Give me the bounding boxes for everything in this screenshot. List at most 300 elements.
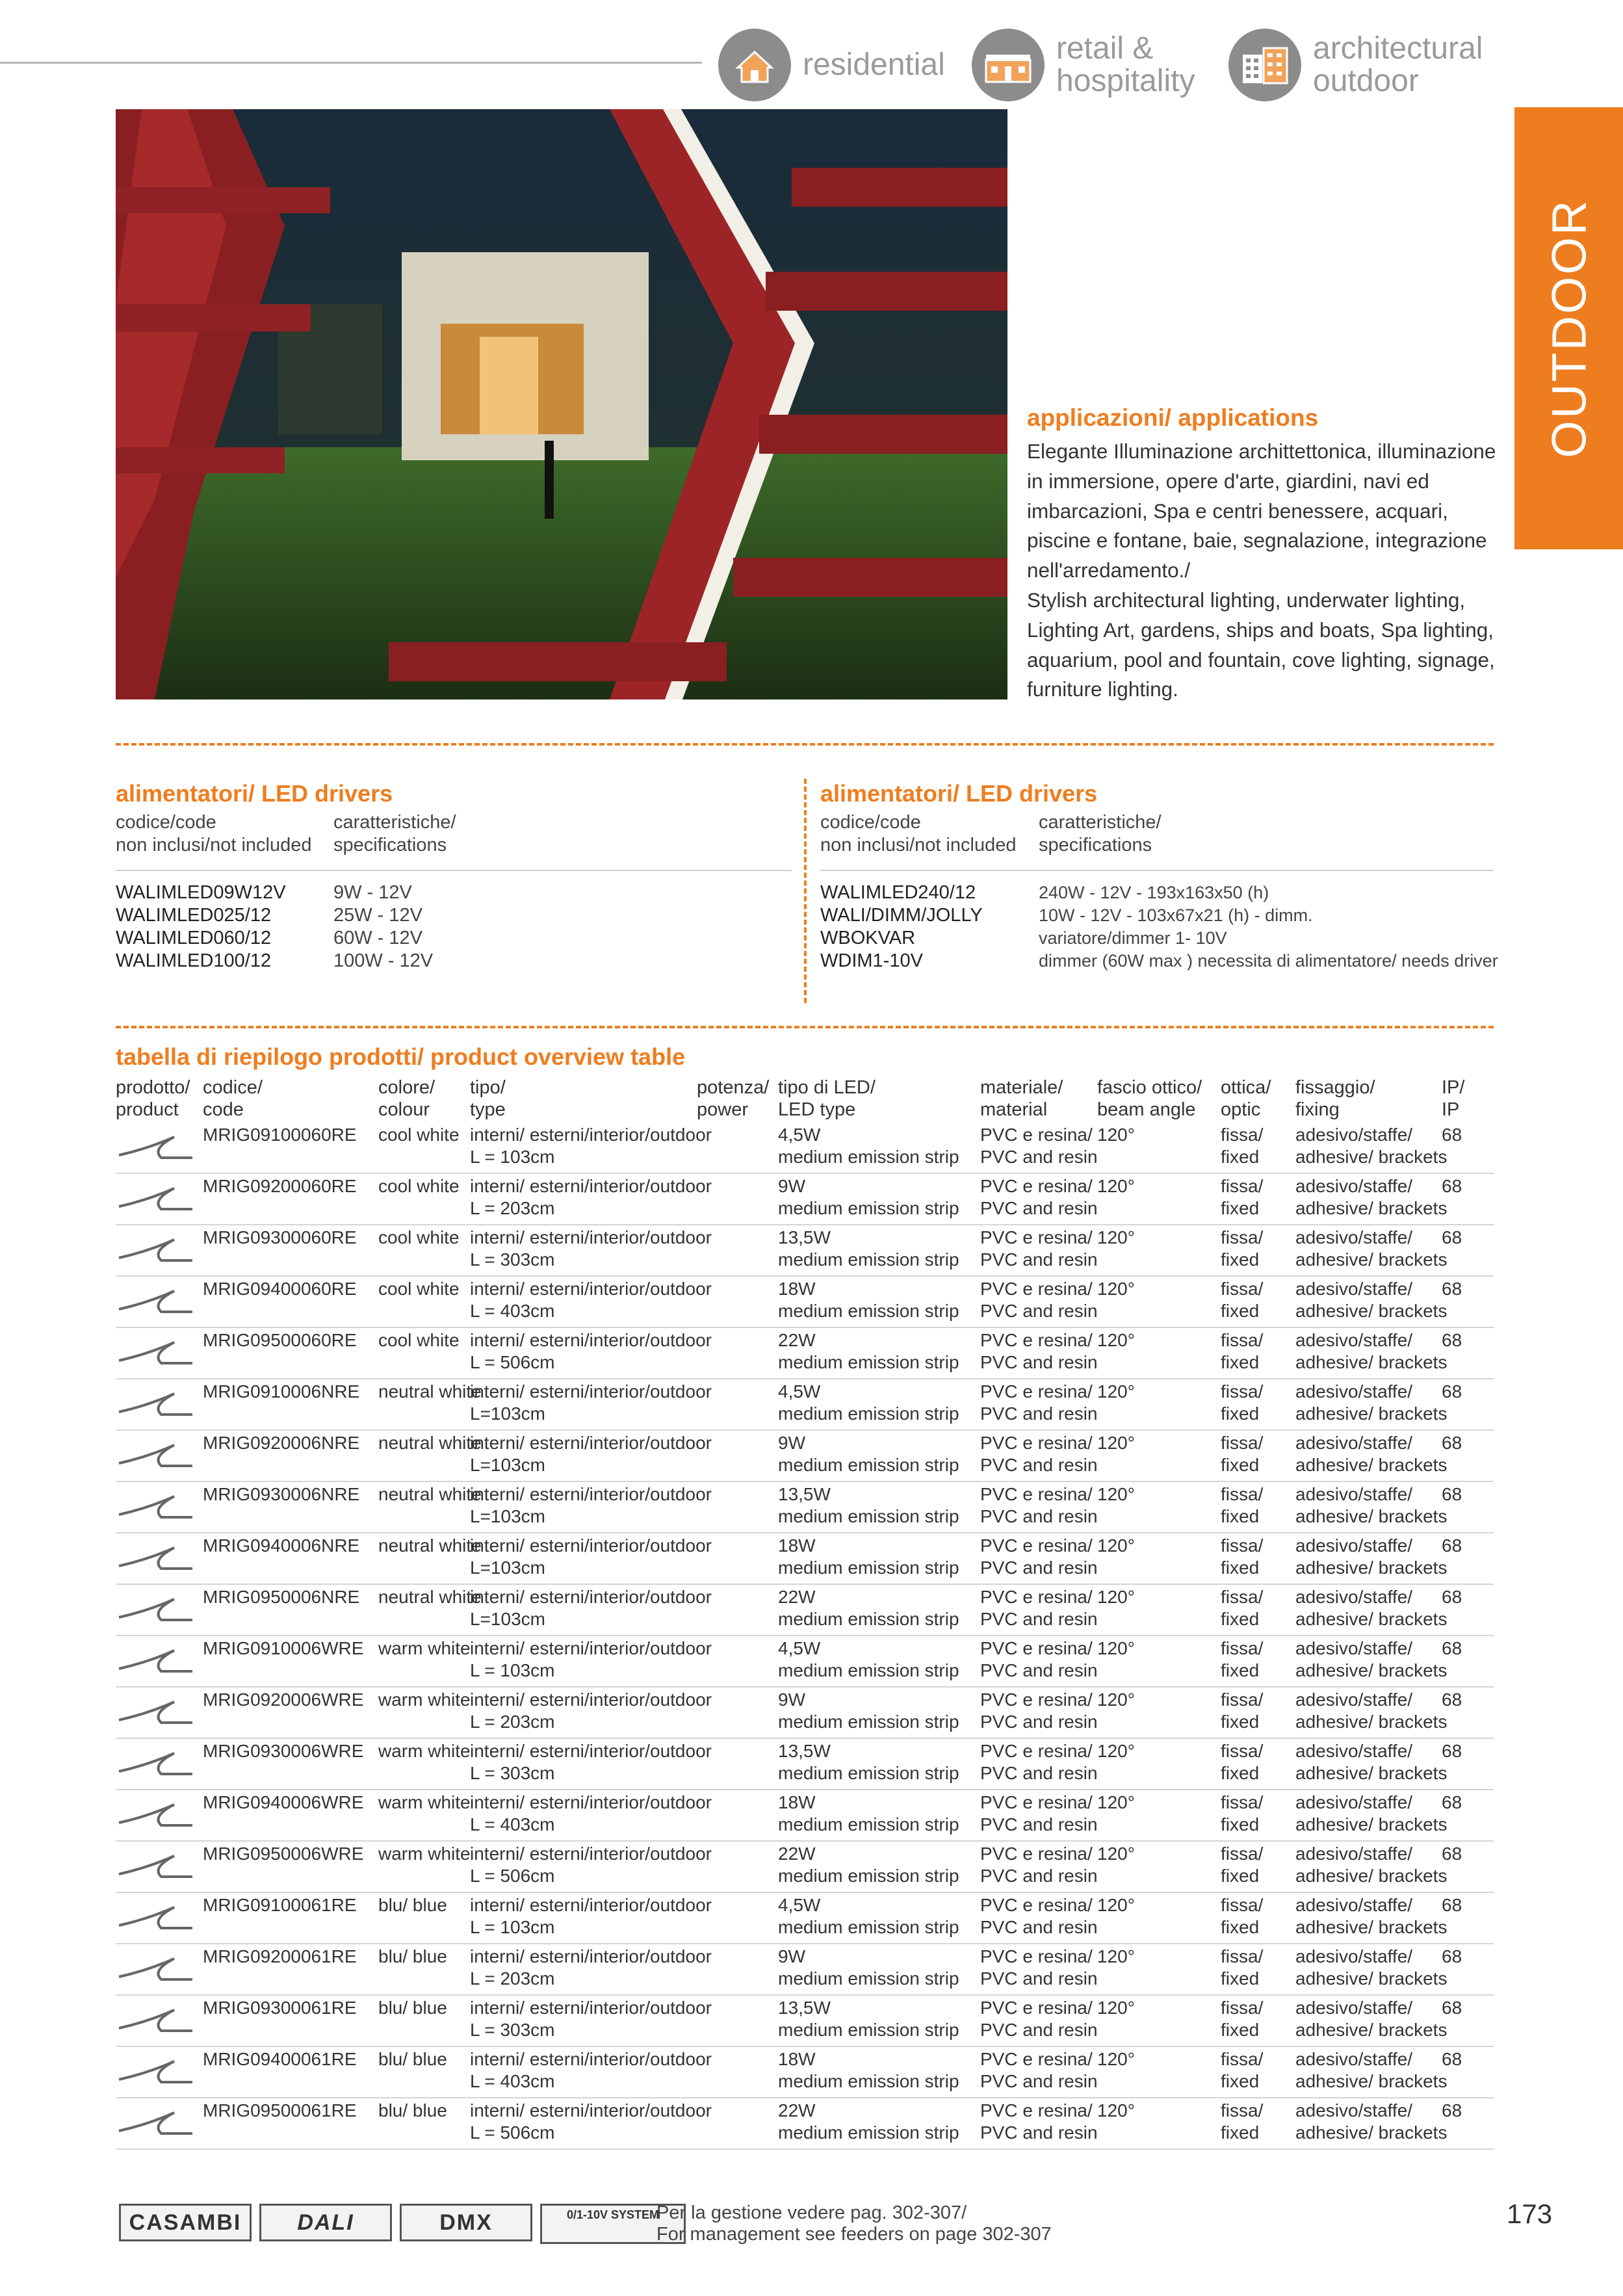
cell-colour: blu/ blue: [378, 1998, 447, 2018]
applications-title: applicazioni/ applications: [1027, 404, 1319, 431]
cell-type: interni/ esterni/interior/outdoor: [470, 1484, 712, 1504]
cell-ip: 68: [1442, 1227, 1462, 1247]
cell-length: L = 403cm: [470, 1301, 555, 1321]
cell-material: PVC e resina/: [980, 1535, 1093, 1556]
col-header-line: non inclusi/not included: [116, 835, 312, 855]
cell-colour: neutral white: [378, 1484, 482, 1504]
drivers-right-col-spec: [1039, 811, 1162, 857]
cell-beam: 120°: [1097, 1330, 1135, 1350]
cell-material: PVC e resina/: [980, 1227, 1093, 1247]
drivers-left-title: alimentatori/ LED drivers: [116, 780, 393, 807]
cell-code: MRIG09300060RE: [203, 1227, 357, 1247]
cell-material-2: PVC and resin: [980, 1147, 1098, 1167]
cell-optic-2: fixed: [1221, 1712, 1260, 1732]
cell-length: L=103cm: [470, 1403, 545, 1424]
cell-fixing: adesivo/staffe/: [1295, 1946, 1413, 1966]
cell-optic-2: fixed: [1221, 2071, 1260, 2091]
cell-fixing: adesivo/staffe/: [1295, 1227, 1413, 1247]
cell-ip: 68: [1442, 1844, 1462, 1864]
cell-code: MRIG09100061RE: [203, 1895, 357, 1915]
dashed-divider: [116, 1026, 1494, 1028]
driver-code: WALIMLED100/12: [116, 950, 272, 971]
cell-type: interni/ esterni/interior/outdoor: [470, 1638, 712, 1658]
cell-type: interni/ esterni/interior/outdoor: [470, 2100, 712, 2120]
cell-material-2: PVC and resin: [980, 1506, 1098, 1526]
th-code: codice/ code: [203, 1077, 263, 1120]
table-row: [116, 1842, 1494, 1893]
cell-power: 9W: [778, 1689, 805, 1710]
cell-length: L = 506cm: [470, 1352, 555, 1372]
cell-material: PVC e resina/: [980, 1381, 1093, 1402]
col-header-line: specifications: [1039, 835, 1152, 855]
cell-type: interni/ esterni/interior/outdoor: [470, 1792, 712, 1812]
led-strip-icon: [116, 1129, 194, 1165]
cell-material-2: PVC and resin: [980, 2122, 1098, 2143]
cell-beam: 120°: [1097, 1844, 1135, 1864]
cell-power: 13,5W: [778, 1484, 831, 1504]
cell-ip: 68: [1442, 1895, 1462, 1915]
cell-optic-2: fixed: [1221, 1403, 1260, 1424]
cell-beam: 120°: [1097, 1946, 1135, 1966]
cell-length: L = 303cm: [470, 1249, 555, 1270]
cell-colour: cool white: [378, 1227, 460, 1247]
cell-length: L=103cm: [470, 1609, 545, 1629]
col-header-line: non inclusi/not included: [820, 835, 1017, 855]
led-strip-icon: [116, 1591, 194, 1627]
table-row: [116, 1739, 1494, 1790]
cell-optic: fissa/: [1221, 2100, 1264, 2120]
cell-fixing-2: adhesive/ brackets: [1295, 1198, 1448, 1218]
cell-optic: fissa/: [1221, 1125, 1264, 1145]
house-icon: [718, 29, 791, 101]
th-beam: fascio ottico/ beam angle: [1097, 1077, 1202, 1120]
cell-length: L=103cm: [470, 1455, 545, 1475]
cell-fixing: adesivo/staffe/: [1295, 1741, 1413, 1761]
cell-length: L = 303cm: [470, 2020, 555, 2040]
cell-optic-2: fixed: [1221, 1506, 1260, 1526]
led-strip-icon: [116, 1489, 194, 1524]
cell-led-type: medium emission strip: [778, 1558, 959, 1578]
cell-type: interni/ esterni/interior/outdoor: [470, 1844, 712, 1864]
cell-optic: fissa/: [1221, 1279, 1264, 1299]
cell-optic-2: fixed: [1221, 1558, 1260, 1578]
cell-material-2: PVC and resin: [980, 1352, 1098, 1372]
cell-length: L = 203cm: [470, 1198, 555, 1218]
table-row: [116, 1379, 1494, 1431]
cell-length: L = 103cm: [470, 1147, 555, 1167]
th-material: materiale/ material: [980, 1077, 1063, 1120]
cell-material-2: PVC and resin: [980, 2020, 1098, 2040]
cell-power: 18W: [778, 1279, 816, 1299]
cell-code: MRIG0950006WRE: [203, 1844, 364, 1864]
led-strip-icon: [116, 1437, 194, 1473]
cell-fixing: adesivo/staffe/: [1295, 1587, 1413, 1607]
building-icon: [1228, 29, 1301, 101]
cell-ip: 68: [1442, 1176, 1462, 1196]
dali-logo: DALI: [259, 2204, 392, 2241]
cell-power: 4,5W: [778, 1638, 821, 1658]
cell-length: L = 506cm: [470, 2122, 555, 2143]
cell-material-2: PVC and resin: [980, 1968, 1098, 1989]
cell-fixing: adesivo/staffe/: [1295, 1381, 1413, 1402]
cell-ip: 68: [1442, 1587, 1462, 1607]
led-strip-icon: [116, 1951, 194, 1987]
cell-beam: 120°: [1097, 1279, 1135, 1299]
cell-type: interni/ esterni/interior/outdoor: [470, 1176, 712, 1196]
led-strip-icon: [116, 1181, 194, 1216]
driver-spec: 25W - 12V: [333, 905, 422, 926]
cell-material-2: PVC and resin: [980, 1814, 1098, 1834]
cell-fixing-2: adhesive/ brackets: [1295, 1403, 1448, 1424]
cell-type: interni/ esterni/interior/outdoor: [470, 1381, 712, 1402]
table-row: [116, 1225, 1494, 1277]
cell-optic: fissa/: [1221, 1535, 1264, 1556]
driver-code: WBOKVAR: [820, 928, 916, 948]
led-strip-icon: [116, 2002, 194, 2038]
cell-material: PVC e resina/: [980, 1946, 1093, 1966]
cell-code: MRIG0950006NRE: [203, 1587, 360, 1607]
cell-led-type: medium emission strip: [778, 1403, 959, 1424]
cell-fixing: adesivo/staffe/: [1295, 1484, 1413, 1504]
led-strip-icon: [116, 1335, 194, 1370]
cell-code: MRIG09400061RE: [203, 2049, 357, 2069]
cell-fixing: adesivo/staffe/: [1295, 1689, 1413, 1710]
cell-colour: warm white: [378, 1741, 471, 1761]
table-row: [116, 1996, 1494, 2047]
th-ip: IP/ IP: [1442, 1077, 1465, 1120]
col-header-line: specifications: [333, 835, 447, 855]
driver-code: WALIMLED025/12: [116, 905, 272, 926]
cell-material-2: PVC and resin: [980, 1866, 1098, 1886]
cell-beam: 120°: [1097, 1741, 1135, 1761]
cell-length: L = 403cm: [470, 2071, 555, 2091]
cell-beam: 120°: [1097, 1689, 1135, 1710]
dmx-logo: DMX: [400, 2204, 532, 2241]
table-row: [116, 1431, 1494, 1482]
cell-optic: fissa/: [1221, 1895, 1264, 1915]
cell-fixing-2: adhesive/ brackets: [1295, 1660, 1448, 1680]
protocol-logos: [119, 2204, 686, 2240]
driver-code: WALI/DIMM/JOLLY: [820, 905, 983, 926]
cell-material-2: PVC and resin: [980, 1712, 1098, 1732]
cell-code: MRIG0940006NRE: [203, 1535, 360, 1556]
driver-code: WALIMLED060/12: [116, 928, 272, 948]
th-power: potenza/ power: [697, 1077, 770, 1120]
led-strip-icon: [116, 1232, 194, 1268]
cell-ip: 68: [1442, 1433, 1462, 1453]
cell-fixing-2: adhesive/ brackets: [1295, 1763, 1448, 1783]
col-header-line: codice/code: [116, 812, 216, 833]
cell-length: L = 203cm: [470, 1968, 555, 1989]
cell-optic-2: fixed: [1221, 1763, 1260, 1783]
driver-code: WALIMLED240/12: [820, 882, 976, 903]
cell-fixing: adesivo/staffe/: [1295, 1844, 1413, 1864]
management-note: Per la gestione vedere pag. 302-307/ For management see feeders on page 302-307: [656, 2202, 1052, 2245]
cell-optic-2: fixed: [1221, 1917, 1260, 1937]
cell-length: L = 303cm: [470, 1763, 555, 1783]
cell-material-2: PVC and resin: [980, 1558, 1098, 1578]
table-row: [116, 1636, 1494, 1688]
cell-fixing-2: adhesive/ brackets: [1295, 1506, 1448, 1526]
cell-colour: neutral white: [378, 1535, 482, 1556]
cell-optic: fissa/: [1221, 1227, 1264, 1247]
cell-optic: fissa/: [1221, 1638, 1264, 1658]
cell-optic-2: fixed: [1221, 1198, 1260, 1218]
cell-led-type: medium emission strip: [778, 1147, 959, 1167]
led-strip-icon: [116, 1386, 194, 1422]
cell-material: PVC e resina/: [980, 2049, 1093, 2069]
cell-fixing-2: adhesive/ brackets: [1295, 1814, 1448, 1834]
cell-ip: 68: [1442, 1741, 1462, 1761]
cell-type: interni/ esterni/interior/outdoor: [470, 1330, 712, 1350]
product-photo: [116, 109, 1007, 699]
drivers-right-title: alimentatori/ LED drivers: [820, 780, 1098, 807]
cell-optic: fissa/: [1221, 1330, 1264, 1350]
segment-retail[interactable]: [972, 20, 1195, 111]
cell-optic: fissa/: [1221, 1741, 1264, 1761]
drivers-right-specs: [1039, 881, 1498, 972]
segment-residential[interactable]: [718, 20, 945, 111]
cell-led-type: medium emission strip: [778, 1814, 959, 1834]
cell-material: PVC e resina/: [980, 1484, 1093, 1504]
cell-material-2: PVC and resin: [980, 1198, 1098, 1218]
cell-material: PVC e resina/: [980, 1125, 1093, 1145]
th-fixing: fissaggio/ fixing: [1295, 1077, 1375, 1120]
cell-fixing-2: adhesive/ brackets: [1295, 1301, 1448, 1321]
cell-material: PVC e resina/: [980, 1433, 1093, 1453]
cell-optic: fissa/: [1221, 1998, 1264, 2018]
cell-optic: fissa/: [1221, 1844, 1264, 1864]
cell-type: interni/ esterni/interior/outdoor: [470, 1535, 712, 1556]
cell-material-2: PVC and resin: [980, 1660, 1098, 1680]
cell-optic-2: fixed: [1221, 1660, 1260, 1680]
cell-beam: 120°: [1097, 1792, 1135, 1812]
led-strip-icon: [116, 1540, 194, 1576]
cell-length: L = 506cm: [470, 1866, 555, 1886]
drivers-left-codes: [116, 881, 286, 972]
cell-fixing: adesivo/staffe/: [1295, 1998, 1413, 2018]
cell-beam: 120°: [1097, 1895, 1135, 1915]
driver-spec: variatore/dimmer 1- 10V: [1039, 928, 1227, 948]
cell-colour: blu/ blue: [378, 1946, 447, 1966]
header-rule: [0, 62, 702, 64]
cell-colour: cool white: [378, 1176, 460, 1196]
cell-code: MRIG09500061RE: [203, 2100, 357, 2120]
cell-length: L = 103cm: [470, 1917, 555, 1937]
driver-spec: 9W - 12V: [333, 882, 412, 903]
page-number: 173: [1507, 2198, 1553, 2229]
cell-code: MRIG0930006WRE: [203, 1741, 364, 1761]
table-row: [116, 1688, 1494, 1739]
cell-material-2: PVC and resin: [980, 1249, 1098, 1270]
cell-ip: 68: [1442, 1279, 1462, 1299]
cell-ip: 68: [1442, 1792, 1462, 1812]
driver-code: WDIM1-10V: [820, 950, 923, 971]
cell-power: 9W: [778, 1433, 805, 1453]
led-strip-icon: [116, 1797, 194, 1833]
cell-fixing: adesivo/staffe/: [1295, 2049, 1413, 2069]
cell-material: PVC e resina/: [980, 1689, 1093, 1710]
dashed-divider: [116, 743, 1494, 746]
cell-optic: fissa/: [1221, 1689, 1264, 1710]
cell-beam: 120°: [1097, 1998, 1135, 2018]
drivers-right-codes: [820, 881, 983, 972]
col-header-line: caratteristiche/: [1039, 812, 1162, 833]
segment-label: architectural outdoor: [1313, 31, 1483, 98]
cell-code: MRIG0930006NRE: [203, 1484, 360, 1504]
table-row: [116, 1944, 1494, 1996]
cell-ip: 68: [1442, 1535, 1462, 1556]
cell-led-type: medium emission strip: [778, 2020, 959, 2040]
cell-material: PVC e resina/: [980, 1998, 1093, 2018]
cell-ip: 68: [1442, 1484, 1462, 1504]
drivers-right-col-code: [820, 811, 1016, 857]
table-row: [116, 1123, 1494, 1174]
cell-fixing-2: adhesive/ brackets: [1295, 1712, 1448, 1732]
cell-optic-2: fixed: [1221, 1814, 1260, 1834]
segment-architectural[interactable]: [1228, 20, 1483, 111]
cell-material: PVC e resina/: [980, 1279, 1093, 1299]
cell-fixing-2: adhesive/ brackets: [1295, 1147, 1448, 1167]
cell-code: MRIG09200061RE: [203, 1946, 357, 1966]
table-row: [116, 2098, 1494, 2150]
table-row: [116, 1533, 1494, 1585]
cell-ip: 68: [1442, 1638, 1462, 1658]
drivers-left-col-spec: [333, 811, 456, 857]
cell-led-type: medium emission strip: [778, 1249, 959, 1270]
th-product: prodotto/ product: [116, 1077, 190, 1120]
cell-beam: 120°: [1097, 1433, 1135, 1453]
cell-type: interni/ esterni/interior/outdoor: [470, 1587, 712, 1607]
table-row: [116, 2047, 1494, 2098]
cell-material: PVC e resina/: [980, 1330, 1093, 1350]
cell-fixing: adesivo/staffe/: [1295, 1792, 1413, 1812]
led-strip-icon: [116, 1745, 194, 1781]
cell-optic-2: fixed: [1221, 1352, 1260, 1372]
cell-ip: 68: [1442, 1125, 1462, 1145]
cell-fixing: adesivo/staffe/: [1295, 1433, 1413, 1453]
cell-optic-2: fixed: [1221, 1455, 1260, 1475]
cell-material: PVC e resina/: [980, 1792, 1093, 1812]
cell-beam: 120°: [1097, 1176, 1135, 1196]
cell-beam: 120°: [1097, 1381, 1135, 1402]
led-strip-icon: [116, 2105, 194, 2141]
table-row: [116, 1482, 1494, 1533]
table-row: [116, 1174, 1494, 1225]
cell-fixing-2: adhesive/ brackets: [1295, 1917, 1448, 1937]
table-row: [116, 1893, 1494, 1944]
led-strip-icon: [116, 1643, 194, 1678]
cell-length: L = 403cm: [470, 1814, 555, 1834]
cell-power: 9W: [778, 1176, 805, 1196]
th-colour: colore/ colour: [378, 1077, 435, 1120]
cell-beam: 120°: [1097, 1587, 1135, 1607]
cell-fixing: adesivo/staffe/: [1295, 1176, 1413, 1196]
cell-fixing-2: adhesive/ brackets: [1295, 1609, 1448, 1629]
cell-type: interni/ esterni/interior/outdoor: [470, 1227, 712, 1247]
cell-beam: 120°: [1097, 1638, 1135, 1658]
cell-power: 18W: [778, 1792, 816, 1812]
cell-optic: fissa/: [1221, 1381, 1264, 1402]
led-strip-icon: [116, 1694, 194, 1730]
cell-fixing: adesivo/staffe/: [1295, 1330, 1413, 1350]
cell-length: L = 203cm: [470, 1712, 555, 1732]
cell-fixing: adesivo/staffe/: [1295, 1638, 1413, 1658]
driver-spec: 60W - 12V: [333, 928, 422, 948]
led-strip-icon: [116, 1899, 194, 1935]
cell-beam: 120°: [1097, 2100, 1135, 2120]
cell-code: MRIG0920006WRE: [203, 1689, 364, 1710]
driver-spec: 240W - 12V - 193x163x50 (h): [1039, 883, 1269, 902]
th-optic: ottica/ optic: [1221, 1077, 1271, 1120]
cell-fixing-2: adhesive/ brackets: [1295, 1968, 1448, 1989]
cell-colour: cool white: [378, 1125, 460, 1145]
cell-optic-2: fixed: [1221, 1609, 1260, 1629]
cell-colour: blu/ blue: [378, 2100, 447, 2120]
col-header-line: caratteristiche/: [333, 812, 456, 833]
cell-optic: fissa/: [1221, 1946, 1264, 1966]
cell-type: interni/ esterni/interior/outdoor: [470, 1689, 712, 1710]
cell-led-type: medium emission strip: [778, 1301, 959, 1321]
cell-ip: 68: [1442, 1381, 1462, 1402]
overview-title: tabella di riepilogo prodotti/ product overview table: [116, 1043, 686, 1070]
cell-colour: neutral white: [378, 1433, 482, 1453]
cell-ip: 68: [1442, 2100, 1462, 2120]
cell-ip: 68: [1442, 1998, 1462, 2018]
cell-material-2: PVC and resin: [980, 2071, 1098, 2091]
cell-led-type: medium emission strip: [778, 1866, 959, 1886]
cell-power: 18W: [778, 2049, 816, 2069]
cell-fixing-2: adhesive/ brackets: [1295, 1352, 1448, 1372]
led-strip-icon: [116, 1283, 194, 1319]
cell-code: MRIG09100060RE: [203, 1125, 357, 1145]
rule: [116, 870, 792, 871]
rule: [820, 870, 1494, 871]
cell-led-type: medium emission strip: [778, 1660, 959, 1680]
casambi-logo: CASAMBI: [119, 2204, 252, 2241]
cell-led-type: medium emission strip: [778, 1968, 959, 1989]
cell-power: 9W: [778, 1946, 805, 1966]
cell-optic-2: fixed: [1221, 1147, 1260, 1167]
cell-code: MRIG09200060RE: [203, 1176, 357, 1196]
vertical-dashed-divider: [804, 779, 807, 1003]
cell-led-type: medium emission strip: [778, 1917, 959, 1937]
cell-led-type: medium emission strip: [778, 1506, 959, 1526]
cell-code: MRIG0920006NRE: [203, 1433, 360, 1453]
cell-code: MRIG0910006NRE: [203, 1381, 360, 1402]
cell-optic: fissa/: [1221, 1587, 1264, 1607]
table-row: [116, 1277, 1494, 1328]
cell-colour: neutral white: [378, 1587, 482, 1607]
cell-type: interni/ esterni/interior/outdoor: [470, 1946, 712, 1966]
cell-ip: 68: [1442, 1330, 1462, 1350]
cell-material-2: PVC and resin: [980, 1403, 1098, 1424]
section-tab-label: OUTDOOR: [1542, 198, 1596, 458]
cell-power: 22W: [778, 1330, 816, 1350]
cell-colour: cool white: [378, 1279, 460, 1299]
segment-label: retail & hospitality: [1056, 31, 1195, 98]
cell-led-type: medium emission strip: [778, 2122, 959, 2143]
cell-material: PVC e resina/: [980, 1741, 1093, 1761]
cell-led-type: medium emission strip: [778, 2071, 959, 2091]
section-tab-outdoor[interactable]: [1514, 107, 1623, 549]
cell-optic-2: fixed: [1221, 1301, 1260, 1321]
drivers-left-col-code: [116, 811, 311, 857]
cell-colour: blu/ blue: [378, 2049, 447, 2069]
cell-colour: blu/ blue: [378, 1895, 447, 1915]
cell-optic: fissa/: [1221, 2049, 1264, 2069]
cell-colour: warm white: [378, 1792, 471, 1812]
